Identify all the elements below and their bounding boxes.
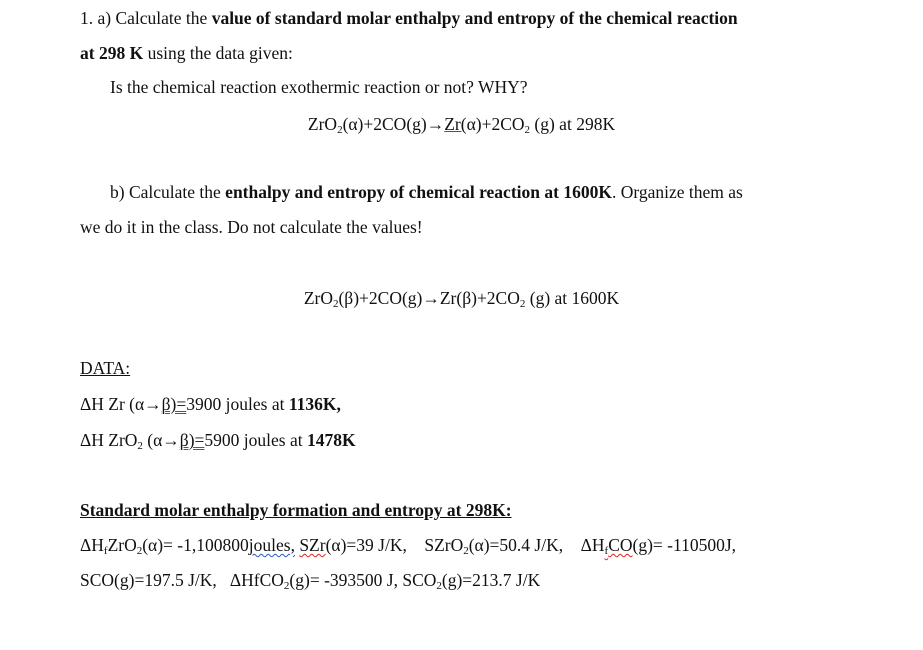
eq2-part: (β)+2CO(g)→Zr(β)+2CO xyxy=(338,288,520,308)
eq2-sub: 2 xyxy=(332,298,339,310)
eq2-part: (g) at 1600K xyxy=(525,288,620,308)
q1a-line3: Is the chemical reaction exothermic reaction or not? WHY? xyxy=(110,77,528,97)
zro2-sub: 2 xyxy=(137,440,143,452)
std-part: (g)= -110500J, xyxy=(632,535,737,555)
eq1-part: (g) at 298K xyxy=(530,114,616,134)
reaction-equation-1600k xyxy=(0,287,923,309)
q1b-line2: we do it in the class. Do not calculate the values! xyxy=(80,217,423,237)
std-part-spellcheck: CO xyxy=(608,535,633,555)
zr-temperature: 1136K, xyxy=(288,394,341,414)
std-part: ΔH xyxy=(80,535,104,555)
eq1-sub: 2 xyxy=(337,124,343,136)
std-sub: 2 xyxy=(463,545,469,557)
std-part: ZrO xyxy=(107,535,137,555)
std2-part: (g)=213.7 J/K xyxy=(441,570,541,590)
std-part-flagged: joules, xyxy=(248,535,295,555)
eq1-part: ZrO xyxy=(307,114,338,134)
zr-part: ΔH Zr (α→ xyxy=(80,394,162,414)
eq1-sub: 2 xyxy=(524,124,531,136)
zro2-part: ΔH ZrO xyxy=(80,430,138,450)
data-heading: DATA: xyxy=(80,358,131,378)
standard-heading: Standard molar enthalpy formation and entropy at 298K: xyxy=(80,500,512,520)
standard-row1 xyxy=(80,534,736,556)
q1a-line2-text: using the data given: xyxy=(143,43,293,63)
q1a-line1 xyxy=(80,7,738,29)
q1a-line1-text: 1. a) Calculate the xyxy=(80,8,212,28)
data-zr-transition xyxy=(80,393,341,415)
q1b-line1-bold: enthalpy and entropy of chemical reaction at 1600K xyxy=(225,182,612,202)
data-zro2-transition xyxy=(80,429,356,451)
std-part-spellcheck: SZr xyxy=(299,535,326,555)
q1b-line1-tail: . Organize them as xyxy=(611,182,743,202)
eq1-part: (α)+2CO(g)→ xyxy=(342,114,445,134)
zro2-part: 5900 joules at xyxy=(204,430,307,450)
std-part: (α)=50.4 J/K, xyxy=(468,535,581,555)
zr-part-underlined: β)= xyxy=(161,394,187,414)
std-part: ΔH xyxy=(580,535,605,555)
eq2-sub: 2 xyxy=(519,298,526,310)
zro2-part-underlined: β)= xyxy=(179,430,205,450)
q1a-line1-bold: value of standard molar enthalpy and entropy of the chemical reaction xyxy=(211,8,738,28)
eq1-part-underlined: Zr( xyxy=(444,114,467,134)
std-part: (α)= -1,100800 xyxy=(142,535,249,555)
std2-sub: 2 xyxy=(436,580,442,592)
q1a-line2 xyxy=(80,42,293,64)
std-sub: f xyxy=(103,545,108,557)
zro2-part: (α→ xyxy=(142,430,180,450)
eq1-part: α)+2CO xyxy=(466,114,525,134)
std-sub: 2 xyxy=(136,545,143,557)
zro2-temperature: 1478K xyxy=(306,430,356,450)
std2-part: (g)= -393500 J, SCO xyxy=(289,570,437,590)
q1b-line1-text: b) Calculate the xyxy=(110,182,226,202)
q1a-line2-bold: at 298 K xyxy=(80,43,144,63)
zr-part: 3900 joules at xyxy=(186,394,289,414)
q1b-line1 xyxy=(110,181,743,203)
reaction-equation-298k xyxy=(0,113,923,135)
std-part: (α)=39 J/K, SZrO xyxy=(325,535,464,555)
standard-row2 xyxy=(80,569,540,591)
eq2-part: ZrO xyxy=(303,288,333,308)
std2-part: SCO(g)=197.5 J/K, ΔHfCO xyxy=(80,570,284,590)
std-sub: f xyxy=(604,545,609,557)
std2-sub: 2 xyxy=(283,580,290,592)
